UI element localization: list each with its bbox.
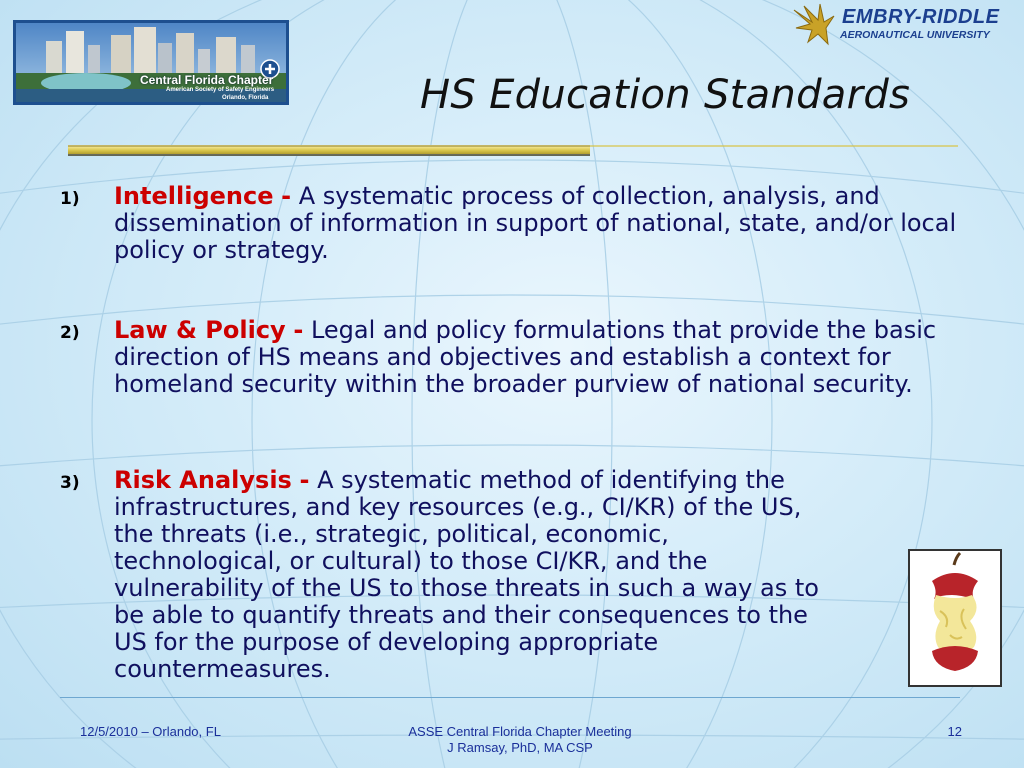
logo-society-name: American Society of Safety Engineers xyxy=(166,87,275,93)
item-term: Intelligence xyxy=(114,182,274,210)
item-body xyxy=(114,467,834,683)
item-number: 2) xyxy=(60,323,80,343)
item-definition: A systematic method of identifying the infrastructures, and key resources (e.g., CI/KR) of the US, the threats (i.e., strategic, political, economic, technological, or cultural) to those CI/KR, and the vulnerability of the US to those threats in such a way as to be able to quantify threats and their consequences to the US for the purpose of developing appropriate countermeasures. xyxy=(114,466,819,683)
title-underline-bar xyxy=(68,143,958,157)
chapter-logo xyxy=(13,20,289,105)
footer-meeting-name: ASSE Central Florida Chapter Meeting xyxy=(408,724,632,739)
item-number: 1) xyxy=(60,189,80,209)
item-dash: - xyxy=(281,182,292,210)
slide-number: 12 xyxy=(947,724,962,739)
item-definition: A systematic process of collection, analysis, and dissemination of information in support of national, state, and/or local policy or strategy. xyxy=(114,182,957,264)
item-term: Risk Analysis xyxy=(114,466,292,494)
university-name: EMBRY-RIDDLE xyxy=(842,6,1000,28)
item-dash: - xyxy=(299,466,310,494)
slide-title: HS Education Standards xyxy=(420,72,911,118)
eagle-icon xyxy=(790,0,838,48)
footer-divider xyxy=(60,697,960,698)
footer-date-location: 12/5/2010 – Orlando, FL xyxy=(80,724,221,739)
item-term: Law & Policy xyxy=(114,316,286,344)
apple-core-image xyxy=(908,549,1002,687)
logo-city: Orlando, Florida xyxy=(222,95,269,101)
item-body xyxy=(114,183,964,264)
item-definition: Legal and policy formulations that provide the basic direction of HS means and objectives and establish a context for homeland security within the broader purview of national security. xyxy=(114,316,937,398)
item-body xyxy=(114,317,964,398)
university-subtitle: AERONAUTICAL UNIVERSITY xyxy=(840,29,990,41)
footer-presenter: J Ramsay, PhD, MA CSP xyxy=(447,740,593,755)
university-logo xyxy=(790,0,1010,48)
logo-chapter-name: Central Florida Chapter xyxy=(140,73,274,87)
footer-meeting-info xyxy=(360,724,680,756)
item-dash: - xyxy=(293,316,304,344)
item-number: 3) xyxy=(60,473,80,493)
